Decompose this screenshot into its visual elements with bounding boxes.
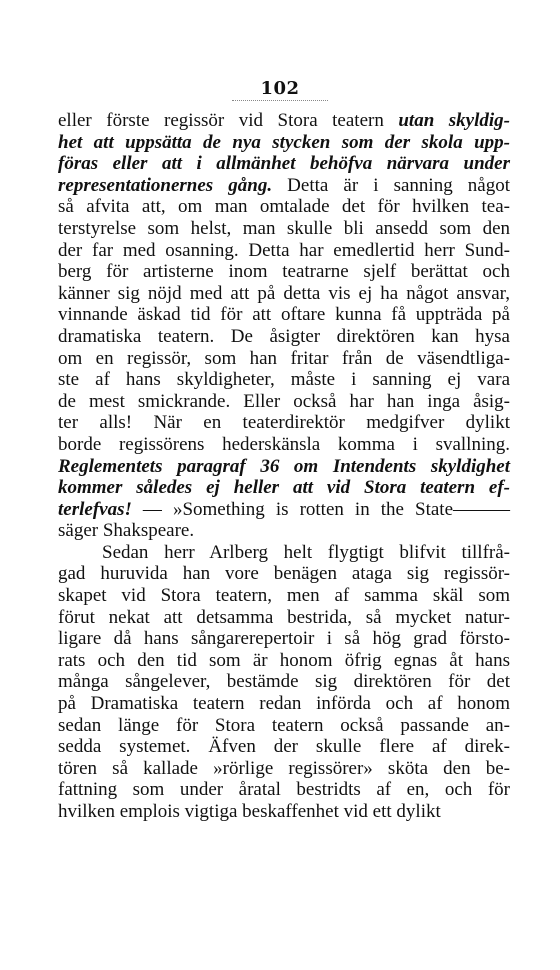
text-run: många sångelever, bestämde sig direktören för det — [58, 671, 510, 693]
text-line — [58, 283, 510, 305]
text-line — [58, 196, 510, 218]
header-rule — [232, 100, 328, 101]
text-line — [58, 456, 510, 478]
text-run: fattning som under åratal bestridts af en, och för — [58, 779, 510, 801]
body-text — [58, 110, 510, 823]
text-line — [58, 499, 510, 521]
text-run: ligare då hans sångarerepertoir i så hög grad försto- — [58, 628, 510, 650]
text-run: hvilken emplois vigtiga beskaffenhet vid ett dylikt — [58, 801, 441, 822]
text-line — [58, 585, 510, 607]
text-run: der far med osanning. Detta har emedlertid herr Sund- — [58, 239, 510, 261]
text-run: på Dramatiska teatern redan införda och af honom — [58, 693, 510, 715]
text-run: så afvita att, om man omtalade det för hvilken tea- — [58, 196, 510, 218]
text-run: — »Something is rotten in the State——— — [131, 498, 510, 520]
text-line — [58, 736, 510, 758]
text-line — [58, 412, 510, 434]
text-run: gad huruvida han vore benägen ataga sig regissör- — [58, 563, 510, 585]
emphasis-run: utan skyldig- — [398, 110, 511, 131]
text-run: vinnande äskad tid för att oftare kunna få uppträda på — [58, 304, 510, 326]
text-line — [58, 563, 510, 585]
text-line — [58, 110, 510, 132]
text-run: Sedan herr Arlberg helt flygtigt blifvit tillfrå- — [102, 541, 510, 563]
text-line — [58, 304, 510, 326]
text-run: borde regissörens hederskänsla komma i svallning. — [58, 433, 510, 455]
text-line — [58, 671, 510, 693]
text-line — [58, 240, 510, 262]
text-run: skapet vid Stora teatern, men af samma skäl som — [58, 585, 510, 607]
text-line — [58, 520, 510, 542]
text-line — [58, 542, 510, 564]
text-run: Detta är i sanning något — [272, 174, 510, 196]
text-run: eller förste regissör vid Stora teatern — [58, 110, 399, 131]
text-line — [58, 261, 510, 283]
emphasis-run: föras eller att i allmänhet behöfva närvara under — [58, 153, 510, 175]
text-run: sedda systemet. Äfven der skulle flere af direk- — [58, 736, 510, 758]
text-line — [58, 434, 510, 456]
emphasis-run: kommer således ej heller att vid Stora teatern ef- — [58, 477, 510, 499]
text-line — [58, 801, 510, 823]
text-line — [58, 132, 510, 154]
text-line — [58, 650, 510, 672]
text-run: ter alls! När en teaterdirektör medgifver dylikt — [58, 412, 510, 434]
text-run: om en regissör, som han fritar från de väsendtliga- — [58, 347, 510, 369]
text-run: terstyrelse som helst, man skulle bli ansedd som den — [58, 217, 510, 239]
emphasis-run: representationernes gång. — [58, 174, 273, 196]
text-run: de mest smickrande. Eller också har han inga åsig- — [58, 390, 510, 412]
text-line — [58, 693, 510, 715]
text-run: dramatiska teatern. De åsigter direktören kan hysa — [58, 325, 510, 347]
text-run: sedan länge för Stora teatern också passande an- — [58, 714, 510, 736]
text-run: berg för artisterne inom teatrarne sjelf berättat och — [58, 261, 510, 283]
emphasis-run: het att uppsätta de nya stycken som der skola upp- — [58, 131, 510, 153]
emphasis-run: Reglementets paragraf 36 om Intendents skyldighet — [58, 455, 510, 477]
text-line — [58, 779, 510, 801]
text-line — [58, 477, 510, 499]
text-line — [58, 715, 510, 737]
text-line — [58, 218, 510, 240]
text-line — [58, 153, 510, 175]
text-line — [58, 628, 510, 650]
emphasis-run: terlefvas! — [58, 498, 132, 520]
text-line — [58, 175, 510, 197]
text-line — [58, 369, 510, 391]
text-line — [58, 391, 510, 413]
text-run: känner sig nöjd med att på detta vis ej ha något ansvar, — [58, 282, 510, 304]
text-run: ste af hans skyldigheter, måste i sanning ej vara — [58, 369, 510, 391]
text-line — [58, 607, 510, 629]
text-line — [58, 758, 510, 780]
text-run: tören så kallade »rörlige regissörer» sköta den be- — [58, 757, 510, 779]
text-run: säger Shakspeare. — [58, 520, 195, 542]
text-run: förut nekat att detsamma bestrida, så mycket natur- — [58, 606, 510, 628]
page-number: 102 — [260, 78, 300, 99]
text-run: rats och den tid som är honom öfrig egnas åt hans — [58, 649, 510, 671]
text-line — [58, 348, 510, 370]
text-line — [58, 326, 510, 348]
